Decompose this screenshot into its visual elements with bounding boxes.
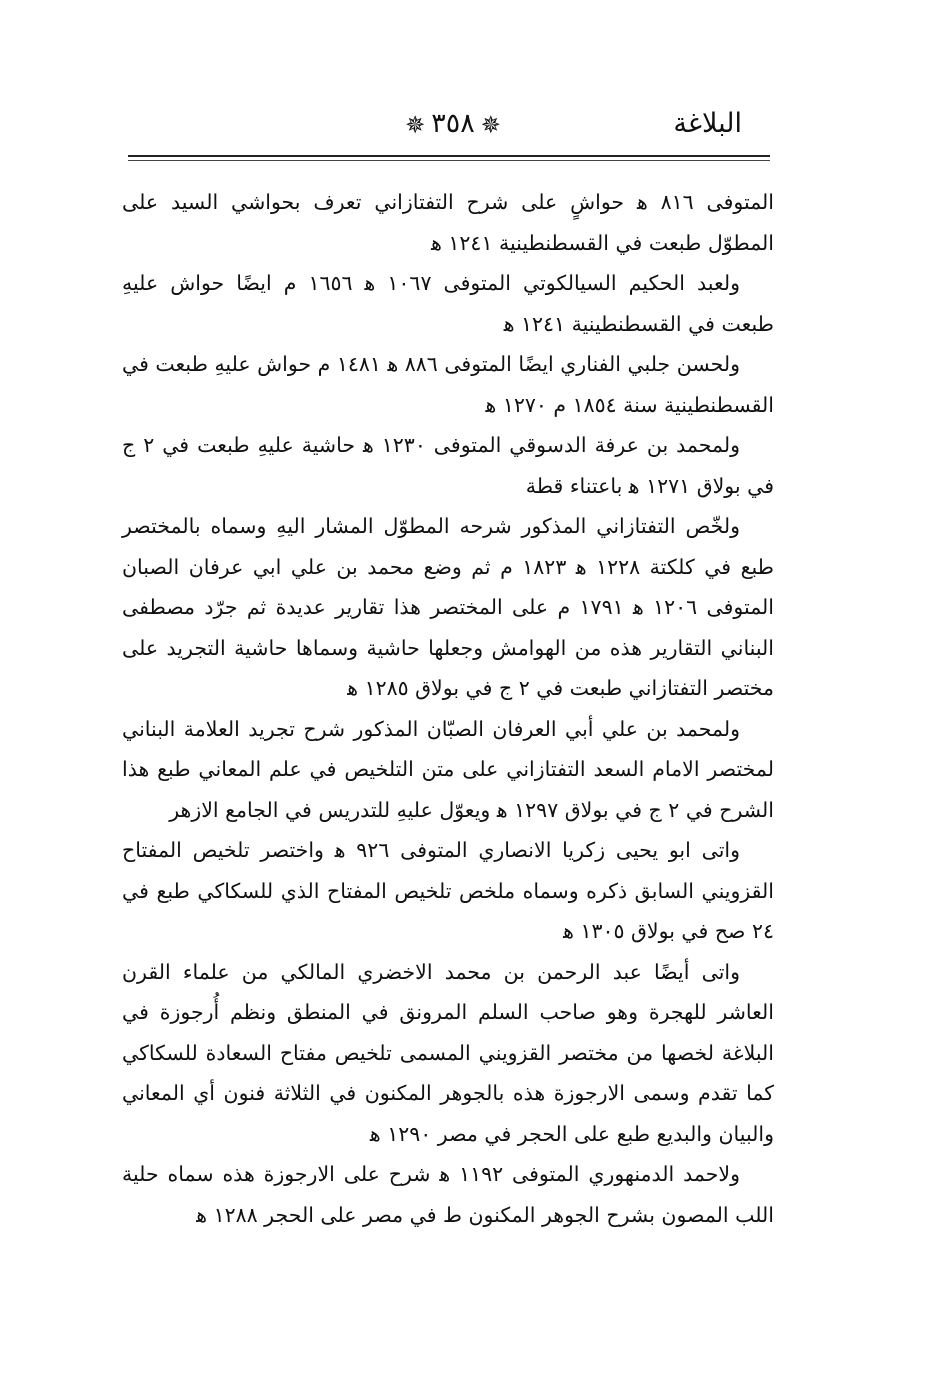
page-header: [128, 98, 772, 154]
paragraph: ولاحمد الدمنهوري المتوفى ١١٩٢ ﻫ شرح على الارجوزة هذه سماه حلية اللب المصون بشرح الجوهر المكنون ط في مصر على الحجر ١٢٨٨ ﻫ: [122, 1162, 774, 1227]
running-title: البلاغة: [673, 108, 742, 139]
page-number: ٣٥٨: [431, 108, 475, 139]
paragraph: ولعبد الحكيم السيالكوتي المتوفى ١٠٦٧ ﻫ ١٦٥٦ م ايضًا حواش عليهِ طبعت في القسطنطينية ١٢٤١ ﻫ: [122, 271, 774, 336]
ornament-right-icon: ✵: [480, 110, 501, 139]
paragraph: ولحسن جلبي الفناري ايضًا المتوفى ٨٨٦ ﻫ ١٤٨١ م حواش عليهِ طبعت في القسطنطينية سنة ١٨٥٤ م ١٢٧٠ ﻫ: [122, 352, 774, 417]
ornament-left-icon: ✵: [405, 110, 426, 139]
paragraph: ولخّص التفتازاني المذكور شرحه المطوّل المشار اليهِ وسماه بالمختصر طبع في كلكتة ١٢٢٨ ﻫ ١٨٢٣ م ثم وضع محمد بن علي ابي عرفان الصبان المتوفى ١٢٠٦ ﻫ ١٧٩١ م على المختصر هذا تقارير عديدة ثم جرّد مصطفى البناني التقارير هذه من الهوامش وجعلها حاشية وسماها حاشية التجريد على مختصر التفتازاني طبعت في ٢ ج في بولاق ١٢٨٥ ﻫ: [122, 514, 774, 700]
paragraph: المتوفى ٨١٦ ﻫ حواشٍ على شرح التفتازاني تعرف بحواشي السيد على المطوّل طبعت في القسطنطينية ١٢٤١ ﻫ: [122, 190, 774, 255]
page-number-block: [388, 104, 518, 145]
header-rule: [128, 155, 770, 157]
paragraph: ولمحمد بن عرفة الدسوقي المتوفى ١٢٣٠ ﻫ حاشية عليهِ طبعت في ٢ ج في بولاق ١٢٧١ ﻫ باعتناء قطة: [122, 433, 774, 498]
body-text: [122, 182, 774, 1235]
paragraph: ولمحمد بن علي أبي العرفان الصبّان المذكور شرح تجريد العلامة البناني لمختصر الامام السعد التفتازاني على متن التلخيص في علم المعاني طبع هذا الشرح في ٢ ج في بولاق ١٢٩٧ ﻫ ويعوّل عليهِ للتدريس في الجامع الازهر: [122, 716, 774, 822]
paragraph: واتى ابو يحيى زكريا الانصاري المتوفى ٩٢٦ ﻫ واختصر تلخيص المفتاح القزويني السابق ذكره وسماه ملخص تلخيص المفتاح الذي للسكاكي طبع في ٢٤ صح في بولاق ١٣٠٥ ﻫ: [122, 838, 774, 943]
header-rule-thin: [128, 160, 770, 161]
paragraph: واتى أيضًا عبد الرحمن بن محمد الاخضري المالكي من علماء القرن العاشر للهجرة وهو صاحب السلم المرونق في المنطق ونظم أُرجوزة في البلاغة لخصها من مختصر القزويني المسمى تلخيص مفتاح السعادة للسكاكي كما تقدم وسمى الارجوزة هذه بالجوهر المكنون في الثلاثة فنون أي المعاني والبيان والبديع طبع على الحجر في مصر ١٢٩٠ ﻫ: [122, 959, 774, 1146]
